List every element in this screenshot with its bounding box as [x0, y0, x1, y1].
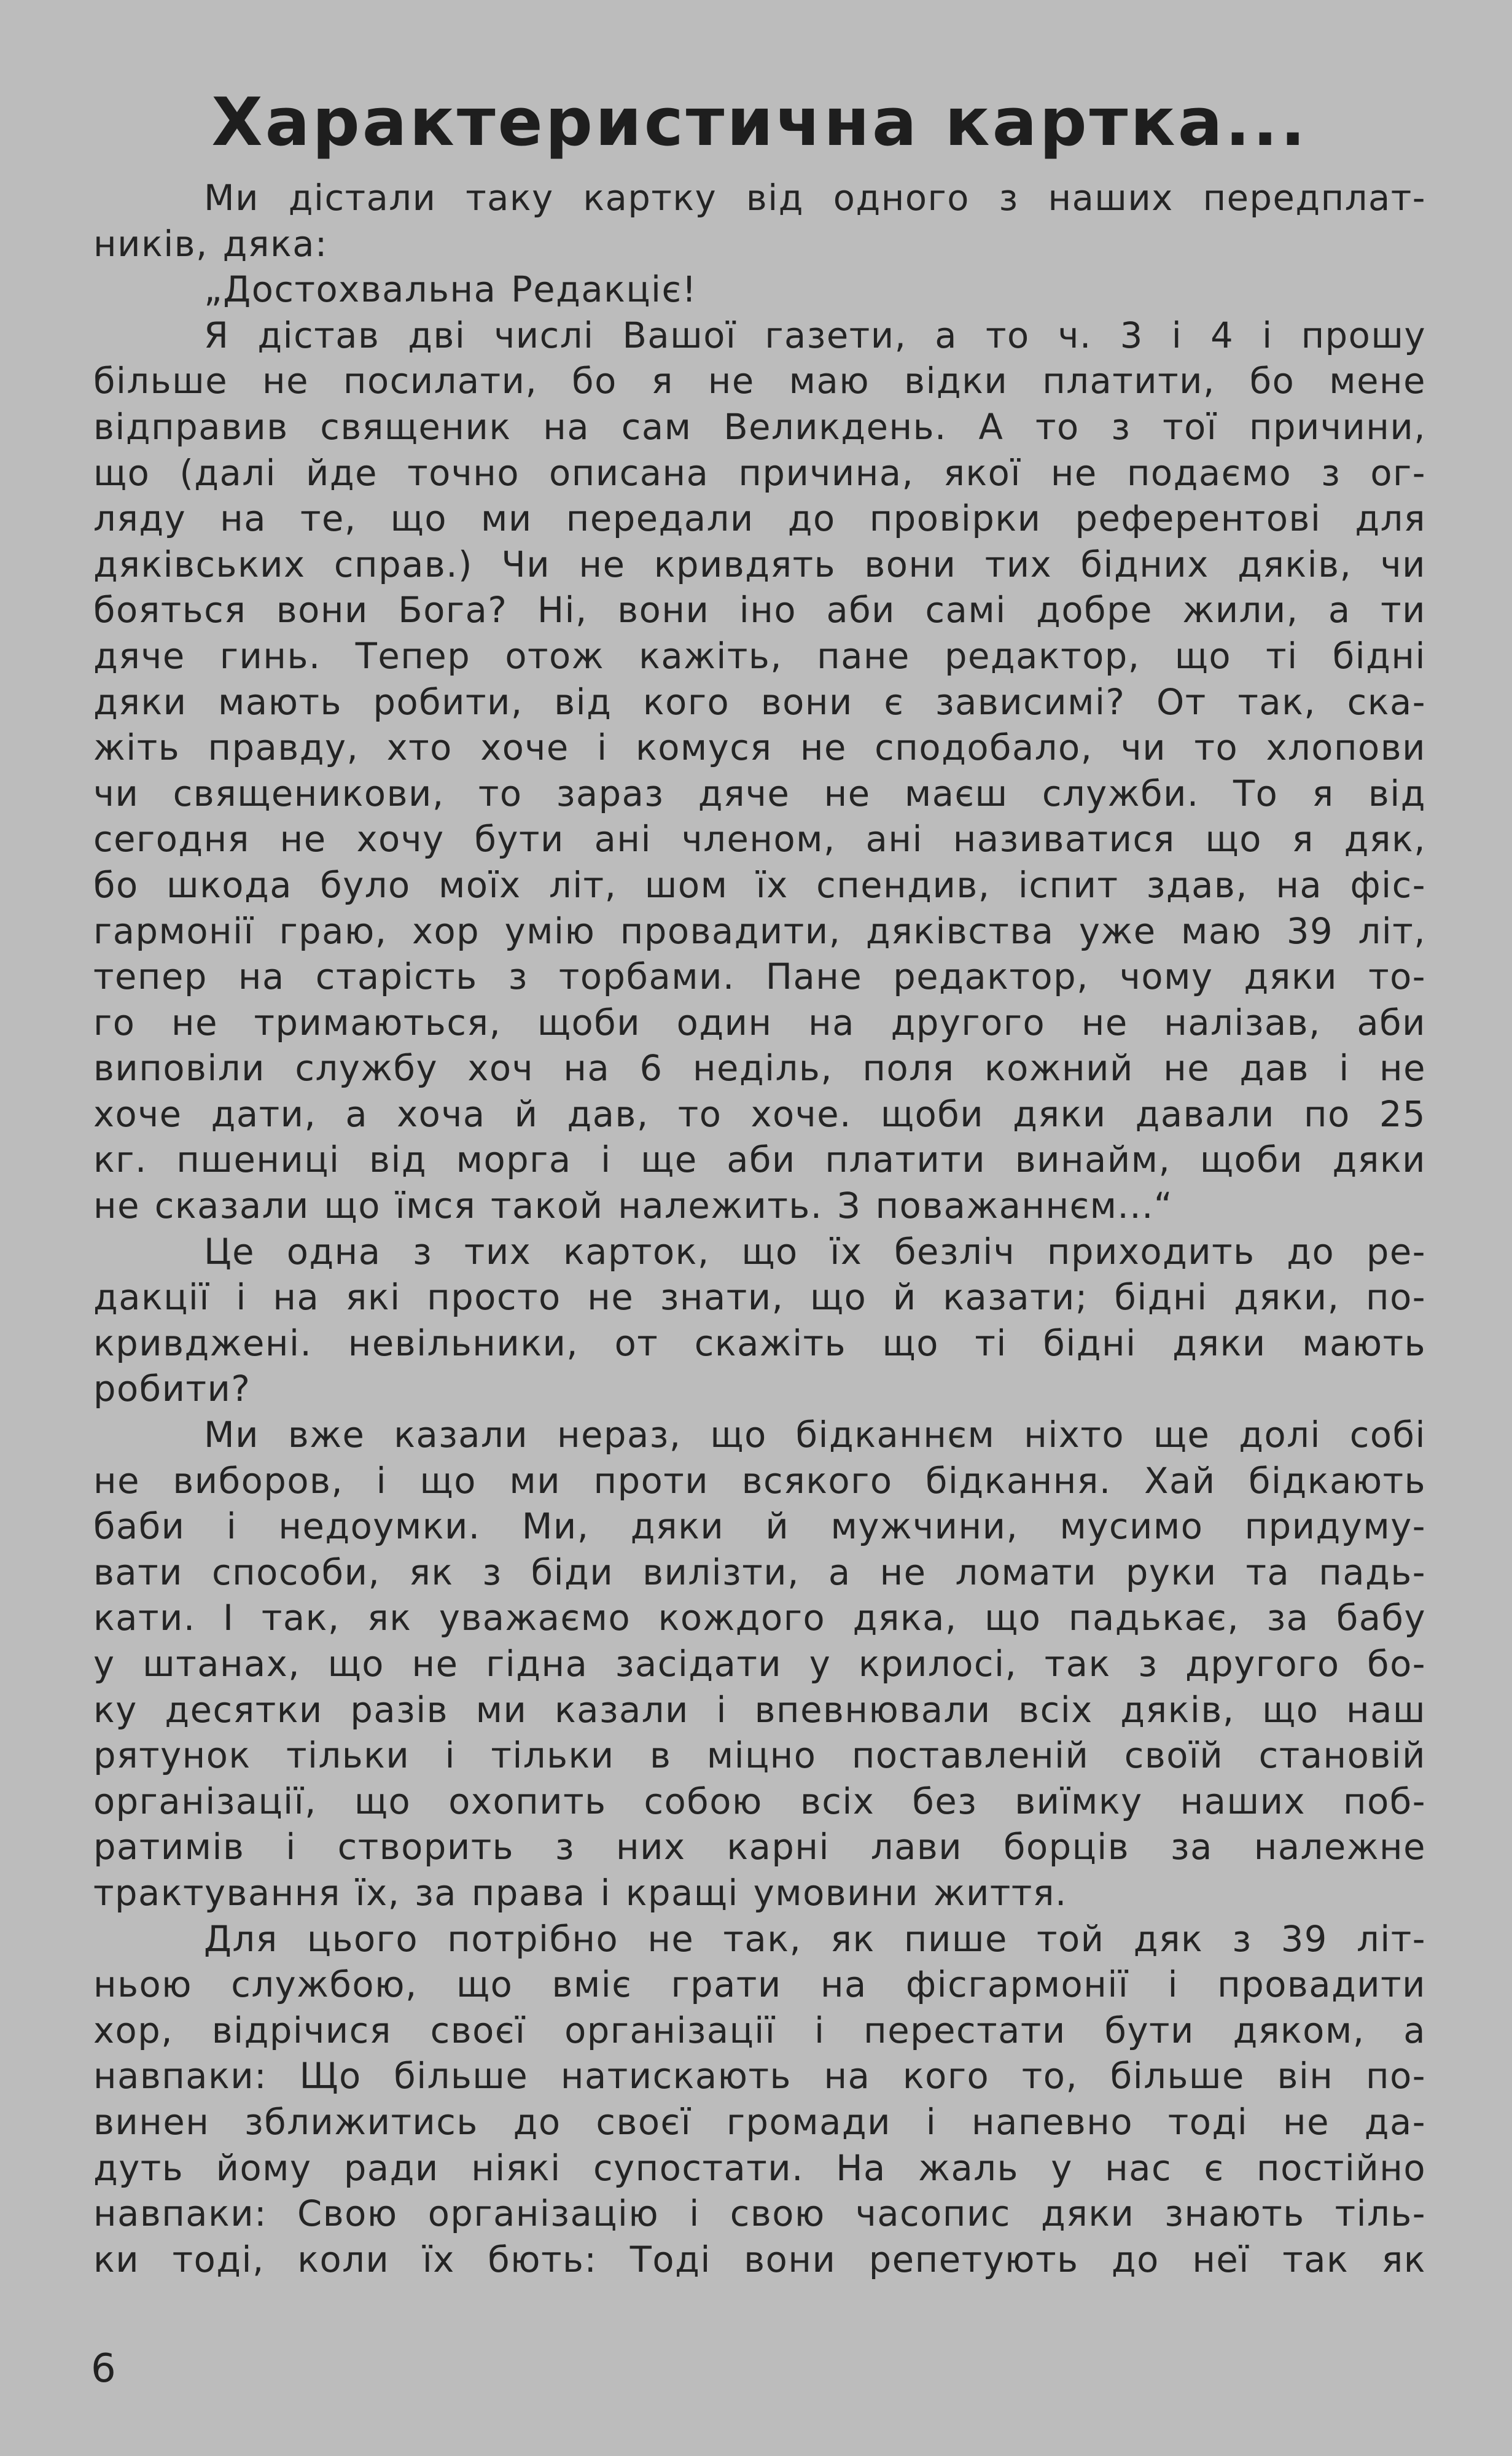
text-line: ляду на те, що ми передали до провірки референтові для	[93, 498, 1426, 540]
text-line: винен зближитись до своєї громади і напевно тоді не да-	[93, 2101, 1426, 2143]
text-line: виповіли службу хоч на 6 неділь, поля кожний не дав і не	[93, 1048, 1426, 1090]
text-line: ників, дяка:	[93, 223, 328, 265]
text-line: „Достохвальна Редакціє!	[204, 269, 698, 311]
text-line: дуть йому ради ніякі супостати. На жаль у нас є постійно	[93, 2147, 1426, 2189]
text-line: баби і недоумки. Ми, дяки й мужчини, мусимо придуму-	[93, 1506, 1426, 1548]
text-line: чи священикови, то зараз дяче не маєш служби. То я від	[93, 773, 1426, 814]
text-line: дяківських справ.) Чи не кривдять вони тих бідних дяків, чи	[93, 544, 1426, 585]
text-line: трактування їх, за права і кращі умовини життя.	[93, 1872, 1067, 1914]
text-line: дяки мають робити, від кого вони є зависимі? От так, ска-	[93, 681, 1426, 723]
text-line: кати. І так, як уважаємо кождого дяка, що падькає, за бабу	[93, 1597, 1426, 1639]
text-line: ки тоді, коли їх бють: Тоді вони репетують до неї так як	[93, 2239, 1426, 2280]
page-title: Характеристична картка...	[211, 84, 1308, 161]
text-line: дяче гинь. Тепер отож кажіть, пане редактор, що ті бідні	[93, 635, 1426, 677]
text-line: Я дістав дві числі Вашої газети, а то ч. 3 і 4 і прошу	[204, 314, 1426, 356]
text-line: рятунок тільки і тільки в міцно поставленій своїй становій	[93, 1735, 1426, 1777]
text-line: навпаки: Що більше натискають на кого то, більше він по-	[93, 2056, 1426, 2097]
text-line: бо шкода було моїх літ, шом їх спендив, іспит здав, на фіс-	[93, 864, 1426, 906]
text-line: ку десятки разів ми казали і впевнювали всіх дяків, що наш	[93, 1689, 1426, 1731]
text-line: тепер на старість з торбами. Пане редактор, чому дяки то-	[93, 956, 1426, 998]
text-line: вати способи, як з біди вилізти, а не ломати руки та падь-	[93, 1551, 1426, 1593]
text-line: ратимів і створить з них карні лави борців за належне	[93, 1826, 1426, 1868]
text-line: кг. пшениці від морга і ще аби платити винайм, щоби дяки	[93, 1139, 1426, 1181]
text-line: організації, що охопить собою всіх без виїмку наших поб-	[93, 1780, 1426, 1822]
text-line: Для цього потрібно не так, як пише той дяк з 39 літ-	[204, 1918, 1426, 1960]
text-line: дакції і на які просто не знати, що й казати; бідні дяки, по-	[93, 1277, 1426, 1319]
text-line: Ми дістали таку картку від одного з наших передплат-	[204, 177, 1426, 219]
text-line: що (далі йде точно описана причина, якої не подаємо з ог-	[93, 452, 1426, 494]
text-line: не виборов, і що ми проти всякого бідкання. Хай бідкають	[93, 1460, 1426, 1502]
text-line: Це одна з тих карток, що їх безліч приходить до ре-	[204, 1231, 1426, 1273]
text-line: більше не посилати, бо я не маю відки платити, бо мене	[93, 361, 1426, 402]
page-number: 6	[91, 2346, 116, 2392]
text-line: робити?	[93, 1368, 251, 1410]
text-line: хоче дати, а хоча й дав, то хоче. щоби дяки давали по 25	[93, 1093, 1426, 1135]
text-line: кривджені. невільники, от скажіть що ті бідні дяки мають	[93, 1322, 1426, 1364]
text-line: навпаки: Свою організацію і свою часопис дяки знають тіль-	[93, 2193, 1426, 2235]
text-line: у штанах, що не гідна засідати у крилосі, так з другого бо-	[93, 1643, 1426, 1685]
article-body	[93, 176, 1426, 2283]
text-line: гармонії граю, хор умію провадити, дяківства уже маю 39 літ,	[93, 910, 1426, 952]
text-line: ньою службою, що вміє грати на фісгармонії і провадити	[93, 1964, 1426, 2006]
text-line: бояться вони Бога? Ні, вони іно аби самі добре жили, а ти	[93, 590, 1426, 631]
text-line: сегодня не хочу бути ані членом, ані називатися що я дяк,	[93, 819, 1426, 860]
text-line: Ми вже казали нераз, що бідканнєм ніхто ще долі собі	[204, 1414, 1426, 1456]
text-line: хор, відрічися своєї організації і перестати бути дяком, а	[93, 2010, 1426, 2051]
text-line: відправив священик на сам Великдень. А то з тої причини,	[93, 406, 1426, 448]
text-line: жіть правду, хто хоче і комуся не сподобало, чи то хлопови	[93, 727, 1426, 769]
text-line: не сказали що їмся такой належить. З поважаннєм...“	[93, 1185, 1174, 1227]
text-line: го не тримаються, щоби один на другого не налізав, аби	[93, 1002, 1426, 1043]
